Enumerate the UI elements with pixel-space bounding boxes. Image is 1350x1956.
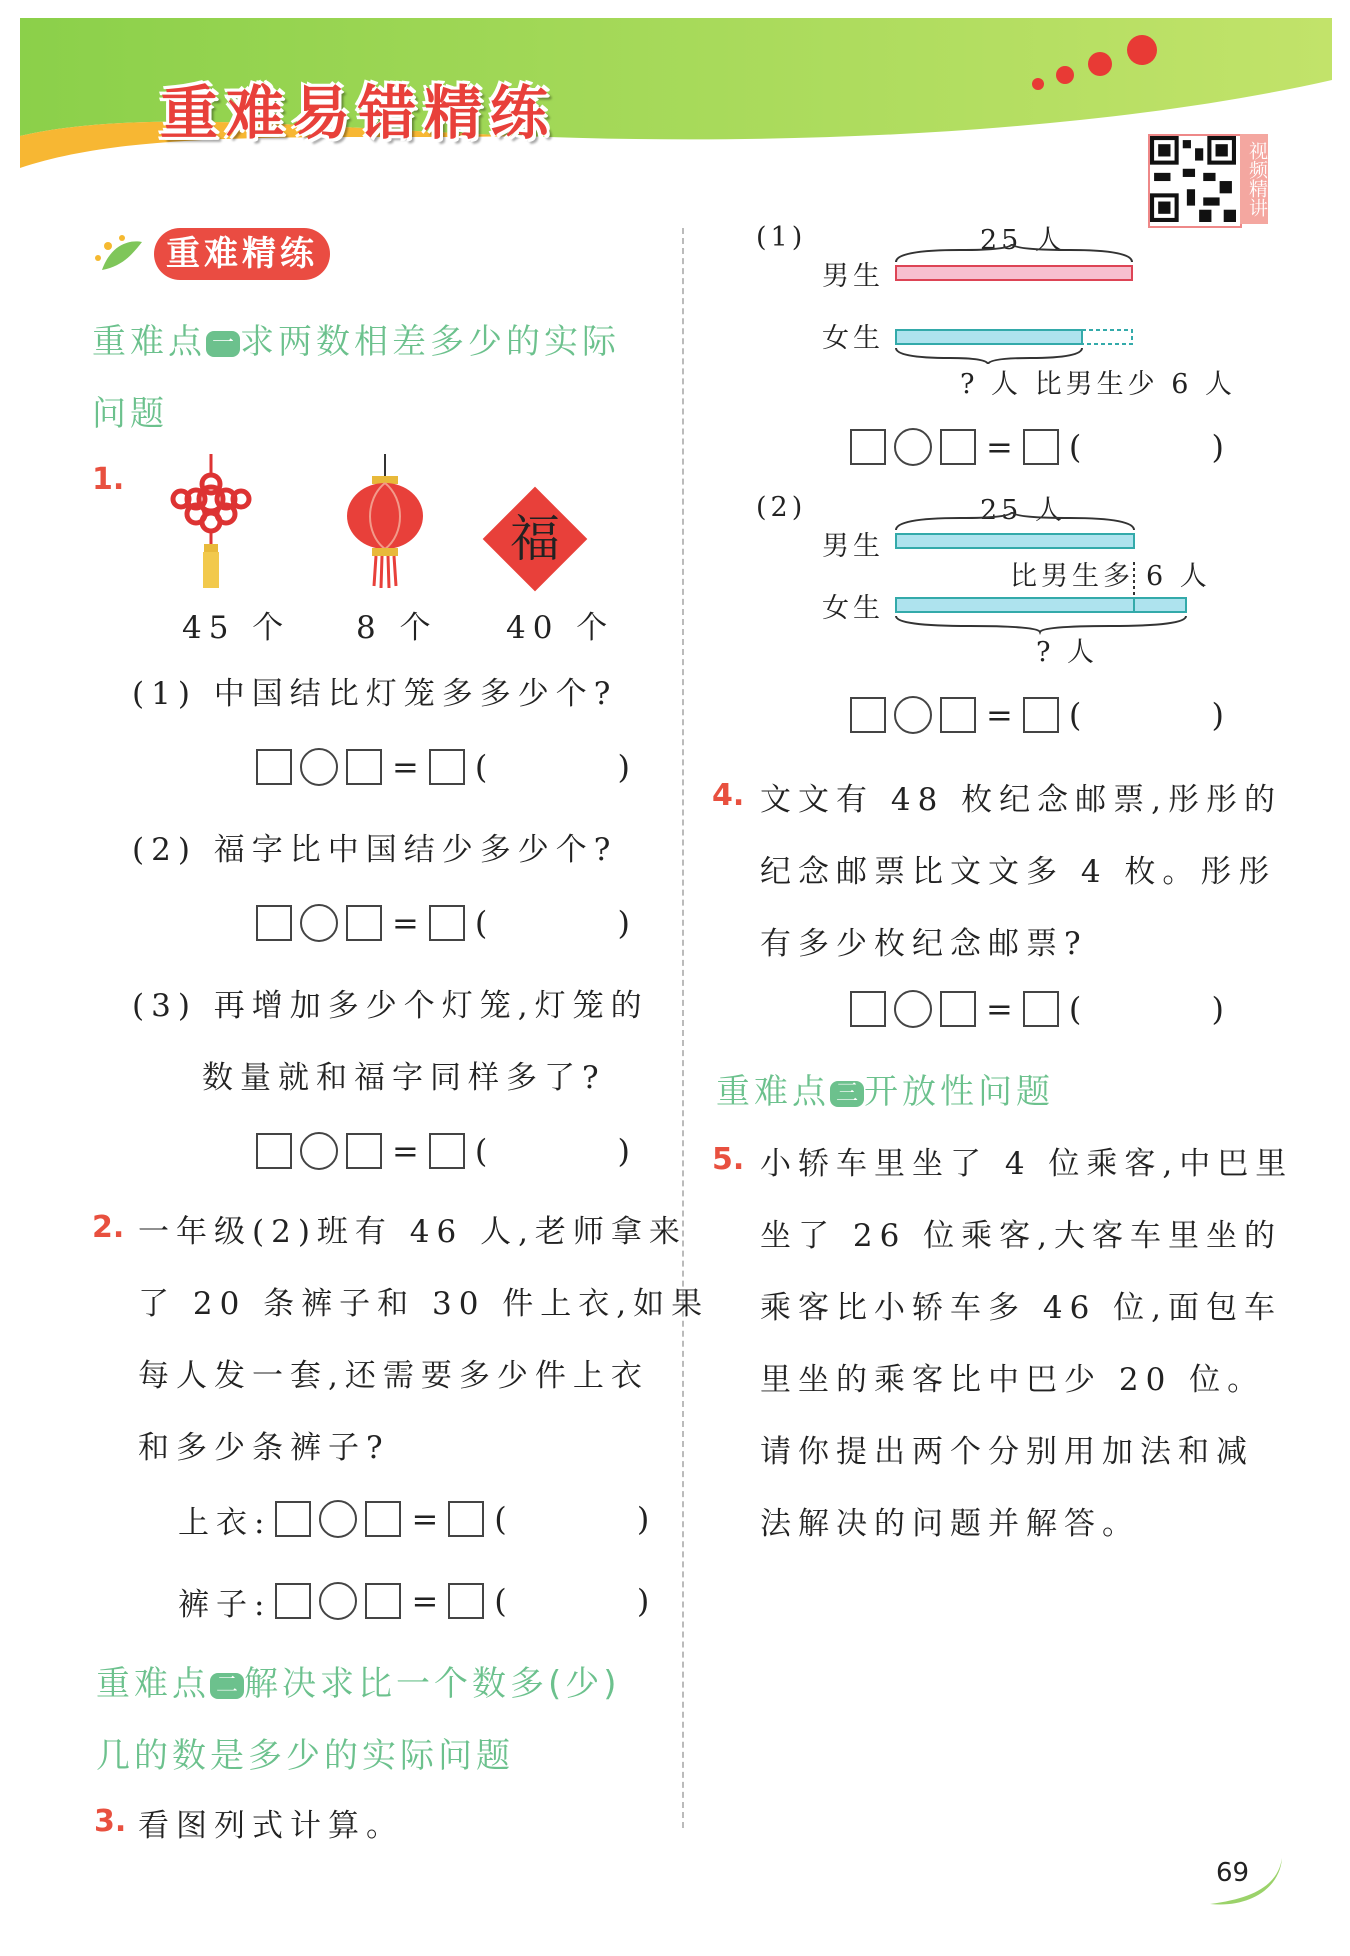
blank-box[interactable] [1023, 991, 1059, 1027]
question-4-line: 纪念邮票比文文多 4 枚。彤彤 [760, 854, 1277, 890]
question-1-sub-1: (1) 中国结比灯笼多多少个? [132, 676, 618, 712]
operator-circle[interactable] [894, 428, 932, 466]
fu-count: 40 个 [506, 610, 615, 646]
key-point-prefix: 重难点 [716, 1072, 830, 1112]
shirts-label: 上衣: [178, 1504, 272, 1541]
operator-circle[interactable] [300, 748, 338, 786]
bar-diagram-2 [890, 512, 1210, 642]
blank-box[interactable] [940, 429, 976, 465]
workbook-page [20, 18, 1332, 1938]
question-5-line: 法解决的问题并解答。 [760, 1506, 1140, 1542]
key-point-3 [716, 1064, 1054, 1113]
diagram-2-question: ? 人 [1036, 637, 1099, 668]
diagram-2-more-label: 比男生多 [1010, 561, 1134, 592]
answer-equation-1-2[interactable] [252, 902, 690, 944]
section-title: 重难精练 [154, 228, 330, 280]
equals-sign: = [392, 1132, 419, 1170]
equals-sign: = [986, 428, 1013, 466]
answer-equation-3-2[interactable] [846, 694, 1284, 736]
question-5-line: 小轿车里坐了 4 位乘客,中巴里 [760, 1146, 1294, 1182]
equals-sign: = [986, 696, 1013, 734]
blank-box[interactable] [275, 1501, 311, 1537]
girls-bar [896, 598, 1134, 612]
question-4-number: 4. [712, 778, 745, 813]
diagram-2-extra: 6 人 [1146, 561, 1211, 592]
blank-box[interactable] [256, 905, 292, 941]
boys-bar [896, 534, 1134, 548]
blank-box[interactable] [365, 1501, 401, 1537]
blank-box[interactable] [850, 697, 886, 733]
blank-box[interactable] [850, 991, 886, 1027]
blank-box[interactable] [429, 749, 465, 785]
answer-equation-1-1[interactable] [252, 746, 690, 788]
blank-box[interactable] [275, 1583, 311, 1619]
diagram-2-total: 25 人 [980, 495, 1066, 526]
key-point-text: 开放性问题 [864, 1072, 1054, 1112]
key-point-badge: 一 [206, 331, 240, 357]
question-2-line: 每人发一套,还需要多少件上衣 [138, 1358, 649, 1394]
diagram-1-total: 25 人 [980, 225, 1066, 256]
equals-sign: = [392, 904, 419, 942]
qr-label: 视频精讲 [1240, 134, 1268, 224]
answer-equation-4[interactable] [846, 988, 1284, 1030]
blank-box[interactable] [448, 1583, 484, 1619]
equals-sign: = [392, 748, 419, 786]
page-header [20, 18, 1332, 183]
key-point-1 [92, 314, 620, 363]
diagram-1-girls-label: 女生 [822, 323, 884, 354]
diagram-1-question: ? 人 比男生少 6 人 [960, 369, 1236, 400]
answer-equation-shirts[interactable] [178, 1498, 709, 1540]
qr-code-icon[interactable] [1148, 134, 1242, 228]
blank-box[interactable] [346, 905, 382, 941]
question-2-line: 和多少条裤子? [138, 1430, 390, 1466]
question-3-number: 3. [94, 1804, 127, 1839]
key-point-text: 求两数相差多少的实际 [240, 322, 620, 362]
knot-count: 45 个 [182, 610, 291, 646]
question-2-number: 2. [92, 1210, 125, 1245]
operator-circle[interactable] [319, 1582, 357, 1620]
difference-segment [1082, 330, 1132, 344]
equals-sign: = [986, 990, 1013, 1028]
operator-circle[interactable] [300, 1132, 338, 1170]
operator-circle[interactable] [894, 696, 932, 734]
blank-box[interactable] [429, 1133, 465, 1169]
unit-parentheses[interactable]: ( ) [1068, 696, 1284, 734]
question-4-line: 有多少枚纪念邮票? [760, 926, 1088, 962]
answer-equation-1-3[interactable] [252, 1130, 690, 1172]
diagram-1-label: (1) [756, 222, 807, 253]
unit-parentheses[interactable]: ( ) [494, 1582, 710, 1620]
key-point-prefix: 重难点 [92, 322, 206, 362]
operator-circle[interactable] [319, 1500, 357, 1538]
blank-box[interactable] [256, 1133, 292, 1169]
question-5-line: 乘客比小轿车多 46 位,面包车 [760, 1290, 1283, 1326]
fu-character-icon [476, 480, 594, 598]
blank-box[interactable] [850, 429, 886, 465]
question-1-number: 1. [92, 462, 125, 497]
blank-box[interactable] [940, 991, 976, 1027]
question-1-sub-2: (2) 福字比中国结少多少个? [132, 832, 618, 868]
key-point-badge: 二 [210, 1673, 244, 1699]
question-2-line: 一年级(2)班有 46 人,老师拿来 [138, 1214, 687, 1250]
unit-parentheses[interactable]: ( ) [494, 1500, 710, 1538]
blank-box[interactable] [1023, 697, 1059, 733]
blank-box[interactable] [365, 1583, 401, 1619]
blank-box[interactable] [448, 1501, 484, 1537]
key-point-2 [96, 1656, 621, 1705]
answer-equation-pants[interactable] [178, 1580, 709, 1622]
blank-box[interactable] [940, 697, 976, 733]
diagram-2-girls-label: 女生 [822, 593, 884, 624]
equals-sign: = [411, 1500, 439, 1538]
key-point-prefix: 重难点 [96, 1664, 210, 1704]
question-1-sub-3: (3) 再增加多少个灯笼,灯笼的 [132, 988, 649, 1024]
unit-parentheses[interactable]: ( ) [474, 1132, 690, 1170]
question-5-line: 里坐的乘客比中巴少 20 位。 [760, 1362, 1266, 1398]
fu-glyph: 福 [510, 510, 560, 568]
unit-parentheses[interactable]: ( ) [474, 904, 690, 942]
pants-label: 裤子: [178, 1586, 272, 1623]
diagram-2-label: (2) [756, 492, 807, 523]
equals-sign: = [411, 1582, 439, 1620]
unit-parentheses[interactable]: ( ) [1068, 990, 1284, 1028]
blank-box[interactable] [429, 905, 465, 941]
question-2-line: 了 20 条裤子和 30 件上衣,如果 [138, 1286, 710, 1322]
diagram-1-boys-label: 男生 [822, 261, 884, 292]
unit-parentheses[interactable]: ( ) [474, 748, 690, 786]
blank-box[interactable] [256, 749, 292, 785]
question-1-sub-3-cont: 数量就和福字同样多了? [202, 1060, 606, 1096]
blank-box[interactable] [1023, 429, 1059, 465]
extra-segment [1134, 598, 1186, 612]
key-point-text: 解决求比一个数多(少) [244, 1664, 621, 1704]
question-5-line: 坐了 26 位乘客,大客车里坐的 [760, 1218, 1283, 1254]
key-point-badge: 三 [830, 1081, 864, 1107]
question-4-line: 文文有 48 枚纪念邮票,彤彤的 [760, 782, 1283, 818]
lantern-icon [340, 454, 430, 594]
page-title: 重难易错精练 [160, 79, 557, 147]
blank-box[interactable] [346, 1133, 382, 1169]
key-point-2-cont: 几的数是多少的实际问题 [96, 1736, 514, 1776]
sparkle-leaf-icon [92, 232, 148, 276]
question-3-text: 看图列式计算。 [138, 1808, 404, 1844]
question-5-number: 5. [712, 1142, 745, 1177]
answer-equation-3-1[interactable] [846, 426, 1284, 468]
key-point-1-cont: 问题 [92, 394, 168, 434]
operator-circle[interactable] [300, 904, 338, 942]
diagram-2-boys-label: 男生 [822, 531, 884, 562]
question-5-line: 请你提出两个分别用加法和减 [760, 1434, 1254, 1470]
operator-circle[interactable] [894, 990, 932, 1028]
lantern-count: 8 个 [356, 610, 438, 646]
chinese-knot-icon [156, 454, 266, 594]
boys-bar [896, 266, 1132, 280]
bar-diagram-1 [890, 244, 1170, 364]
blank-box[interactable] [346, 749, 382, 785]
page-number: 69 [1216, 1858, 1250, 1888]
girls-bar [896, 330, 1082, 344]
unit-parentheses[interactable]: ( ) [1068, 428, 1284, 466]
